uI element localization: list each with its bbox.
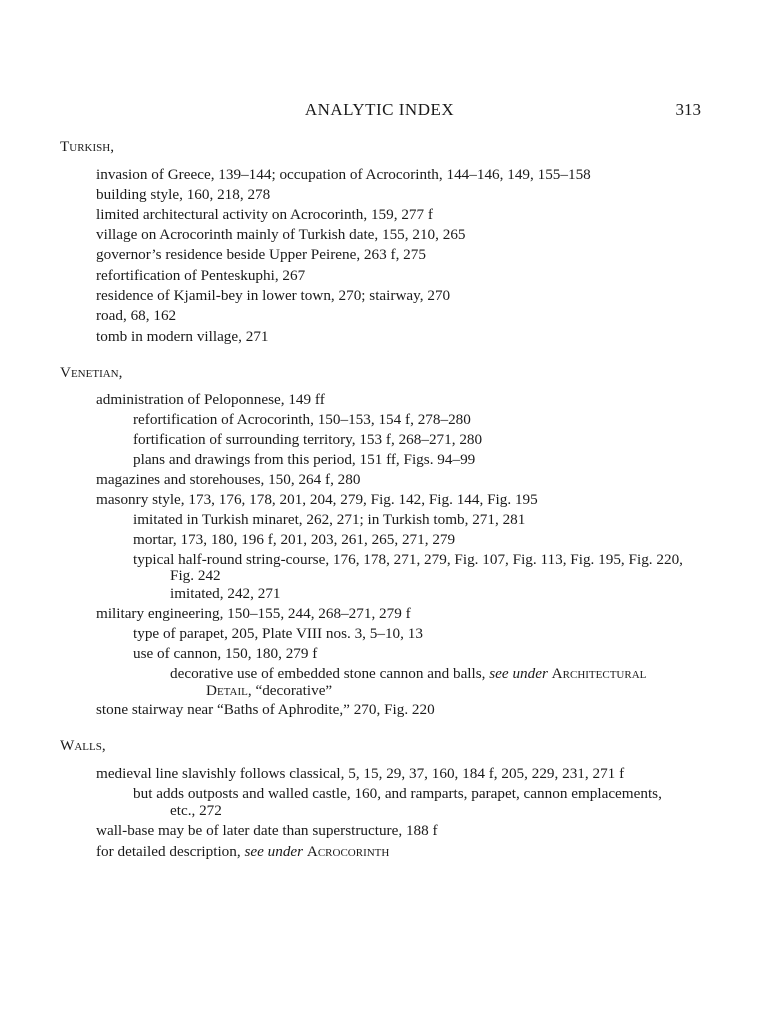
entry-text: “decorative” <box>255 682 333 699</box>
index-entry: limited architectural activity on Acrocorinth, 159, 277 f <box>96 206 433 223</box>
index-continuation: Fig. 242 <box>170 567 221 584</box>
index-entry: invasion of Greece, 139–144; occupation of Acrocorinth, 144–146, 149, 155–158 <box>96 166 591 183</box>
index-entry: village on Acrocorinth mainly of Turkish date, 155, 210, 265 <box>96 226 466 243</box>
index-entry: refortification of Penteskuphi, 267 <box>96 267 306 284</box>
index-subentry: but adds outposts and walled castle, 160, and ramparts, parapet, cannon emplacements, <box>133 785 662 802</box>
running-header-title: ANALYTIC INDEX <box>304 100 455 119</box>
entry-text: for detailed description, <box>96 843 241 860</box>
index-subentry: imitated in Turkish minaret, 262, 271; in Turkish tomb, 271, 281 <box>133 511 526 528</box>
index-subentry: imitated, 242, 271 <box>170 585 281 602</box>
entry-text: decorative use of embedded stone cannon and balls, <box>170 665 486 682</box>
page-number: 313 <box>675 100 701 119</box>
index-subentry: type of parapet, 205, Plate VIII nos. 3, 5–10, 13 <box>133 625 423 642</box>
index-entry: governor’s residence beside Upper Peirene, 263 f, 275 <box>96 246 426 263</box>
index-entry: military engineering, 150–155, 244, 268–271, 279 f <box>96 605 411 622</box>
index-entry: wall-base may be of later date than superstructure, 188 f <box>96 822 438 839</box>
index-subentry: refortification of Acrocorinth, 150–153, 154 f, 278–280 <box>133 411 471 428</box>
index-subentry: typical half-round string-course, 176, 178, 271, 279, Fig. 107, Fig. 113, Fig. 195, Fig. 220, <box>133 551 683 568</box>
index-entry: medieval line slavishly follows classical, 5, 15, 29, 37, 160, 184 f, 205, 229, 231, 271 f <box>96 765 625 782</box>
index-entry <box>96 842 389 862</box>
index-entry: stone stairway near “Baths of Aphrodite,” 270, Fig. 220 <box>96 701 435 718</box>
index-entry: administration of Peloponnese, 149 ff <box>96 391 325 408</box>
see-under-ref: see under <box>244 843 304 860</box>
index-entry: building style, 160, 218, 278 <box>96 186 271 203</box>
index-entry: residence of Kjamil-bey in lower town, 270; stairway, 270 <box>96 287 451 304</box>
see-under-ref: see under <box>489 665 548 682</box>
index-entry: masonry style, 173, 176, 178, 201, 204, 279, Fig. 142, Fig. 144, Fig. 195 <box>96 491 538 508</box>
cross-reference: Detail, <box>206 682 252 699</box>
index-continuation <box>206 681 332 701</box>
section-heading-venetian: Venetian, <box>60 364 123 381</box>
index-entry: tomb in modern village, 271 <box>96 328 269 345</box>
index-entry: road, 68, 162 <box>96 307 177 324</box>
index-subentry: use of cannon, 150, 180, 279 f <box>133 645 318 662</box>
index-continuation: etc., 272 <box>170 802 222 819</box>
index-subentry: mortar, 173, 180, 196 f, 201, 203, 261, 265, 271, 279 <box>133 531 456 548</box>
cross-reference: Architectural <box>551 665 647 682</box>
section-heading-walls: Walls, <box>60 737 106 754</box>
cross-reference: Acrocorinth <box>306 843 390 860</box>
index-entry: magazines and storehouses, 150, 264 f, 280 <box>96 471 361 488</box>
index-subentry: fortification of surrounding territory, 153 f, 268–271, 280 <box>133 431 483 448</box>
section-heading-turkish: Turkish, <box>60 138 115 155</box>
index-subentry: plans and drawings from this period, 151 ff, Figs. 94–99 <box>133 451 476 468</box>
